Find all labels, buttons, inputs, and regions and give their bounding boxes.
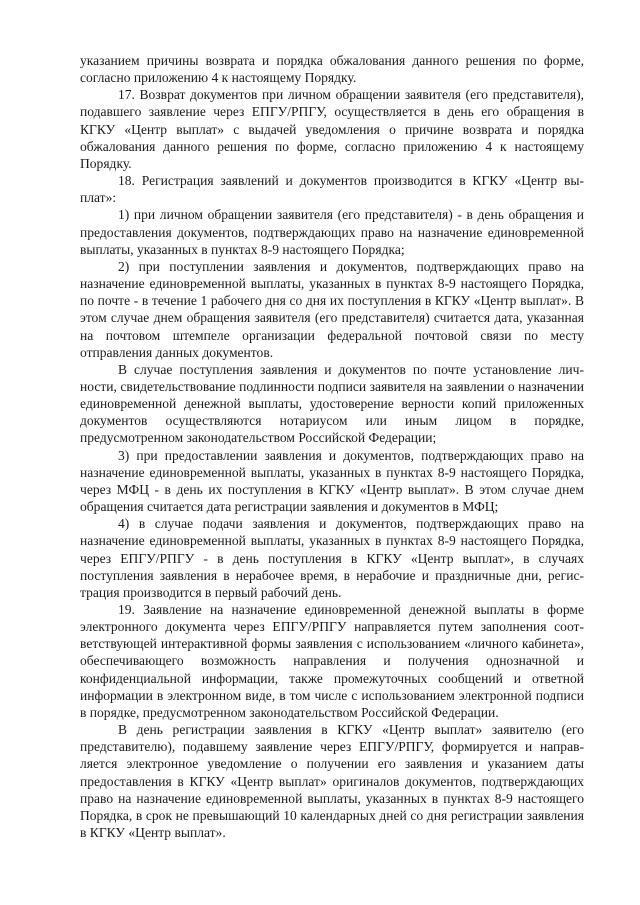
- paragraph-return-reason: указанием причины возврата и порядка обжалования данного решения по форме, согласно приложению 4 к настоящему Порядку.: [80, 53, 584, 86]
- paragraph-electronic-notification: В день регистрации заявления в КГКУ «Центр выплат» заявителю (его представителю), подавшему заявление через ЕПГУ/РПГУ, формируется и направляется электронное уведомление о получении его заявления и указанием даты предоставления в КГКУ «Центр выплат» оригиналов документов, подтверждающих право на назначение единовременной выплаты, указанных в пунктах 8-9 настоящего Порядка, в срок не превышающий 10 календарных дней со дня регистрации заявления в КГКУ «Центр выплат».: [80, 722, 584, 841]
- paragraph-19-electronic-application: 19. Заявление на назначение единовременной денежной выплаты в форме электронного документа через ЕПГУ/РПГУ направляется путем заполнения соответствующей интерактивной формы заявления с использованием «личного кабинета», обеспечивающего возможность направления и получения однозначной и конфиденциальной информации, также промежуточных сообщений и ответной информации в электронном виде, в том числе с использованием электронной подписи в порядке, предусмотренном законодательством Российской Федерации.: [80, 602, 584, 720]
- paragraph-18-item-3: 3) при предоставлении заявления и документов, подтверждающих право на назначение единовременной выплаты, указанных в пунктах 8-9 настоящего Порядка, через МФЦ - в день их поступления в КГКУ «Центр выплат». В этом случае днем обращения считается дата регистрации заявления и документов в МФЦ;: [80, 447, 584, 515]
- paragraph-18-item-2: 2) при поступлении заявления и документов, подтверждающих право на назначение единовременной выплаты, указанных в пунктах 8-9 настоящего Порядка, по почте - в течение 1 рабочего дня со дня их поступления в КГКУ «Центр выплат». В этом случае днем обращения заявителя (его представителя) считается дата, указанная на почтовом штемпеле организации федеральной почтовой связи по месту отправления данных документов.: [80, 258, 584, 360]
- paragraph-18-registration: 18. Регистрация заявлений и документов производится в КГКУ «Центр выплат»:: [80, 173, 584, 206]
- paragraph-18-item-1: 1) при личном обращении заявителя (его представителя) - в день обращения и предоставления документов, подтверждающих право на назначение единовременной выплаты, указанных в пунктах 8-9 настоящего Порядка;: [80, 207, 584, 257]
- paragraph-17-document-return: 17. Возврат документов при личном обращении заявителя (его представителя), подавшего заявление через ЕПГУ/РПГУ, осуществляется в день его обращения в КГКУ «Центр выплат» с выдачей уведомления о причине возврата и порядка обжалования данного решения по форме, согласно приложению 4 к настоящему Порядку.: [80, 87, 584, 171]
- paragraph-postal-notarization: В случае поступления заявления и документов по почте установление личности, свидетельствование подлинности подписи заявителя на заявлении о назначении единовременной денежной выплаты, удостоверение верности копий приложенных документов осуществляются нотариусом или иным лицом в порядке, предусмотренном законодательством Российской Федерации;: [80, 361, 584, 446]
- paragraph-18-item-4: 4) в случае подачи заявления и документов, подтверждающих право на назначение единовременной выплаты, указанных в пунктах 8-9 настоящего Порядка, через ЕПГУ/РПГУ - в день поступления в КГКУ «Центр выплат», в случаях поступления заявления в нерабочее время, в нерабочие и праздничные дни, регистрация производится в первый рабочий день.: [80, 516, 584, 600]
